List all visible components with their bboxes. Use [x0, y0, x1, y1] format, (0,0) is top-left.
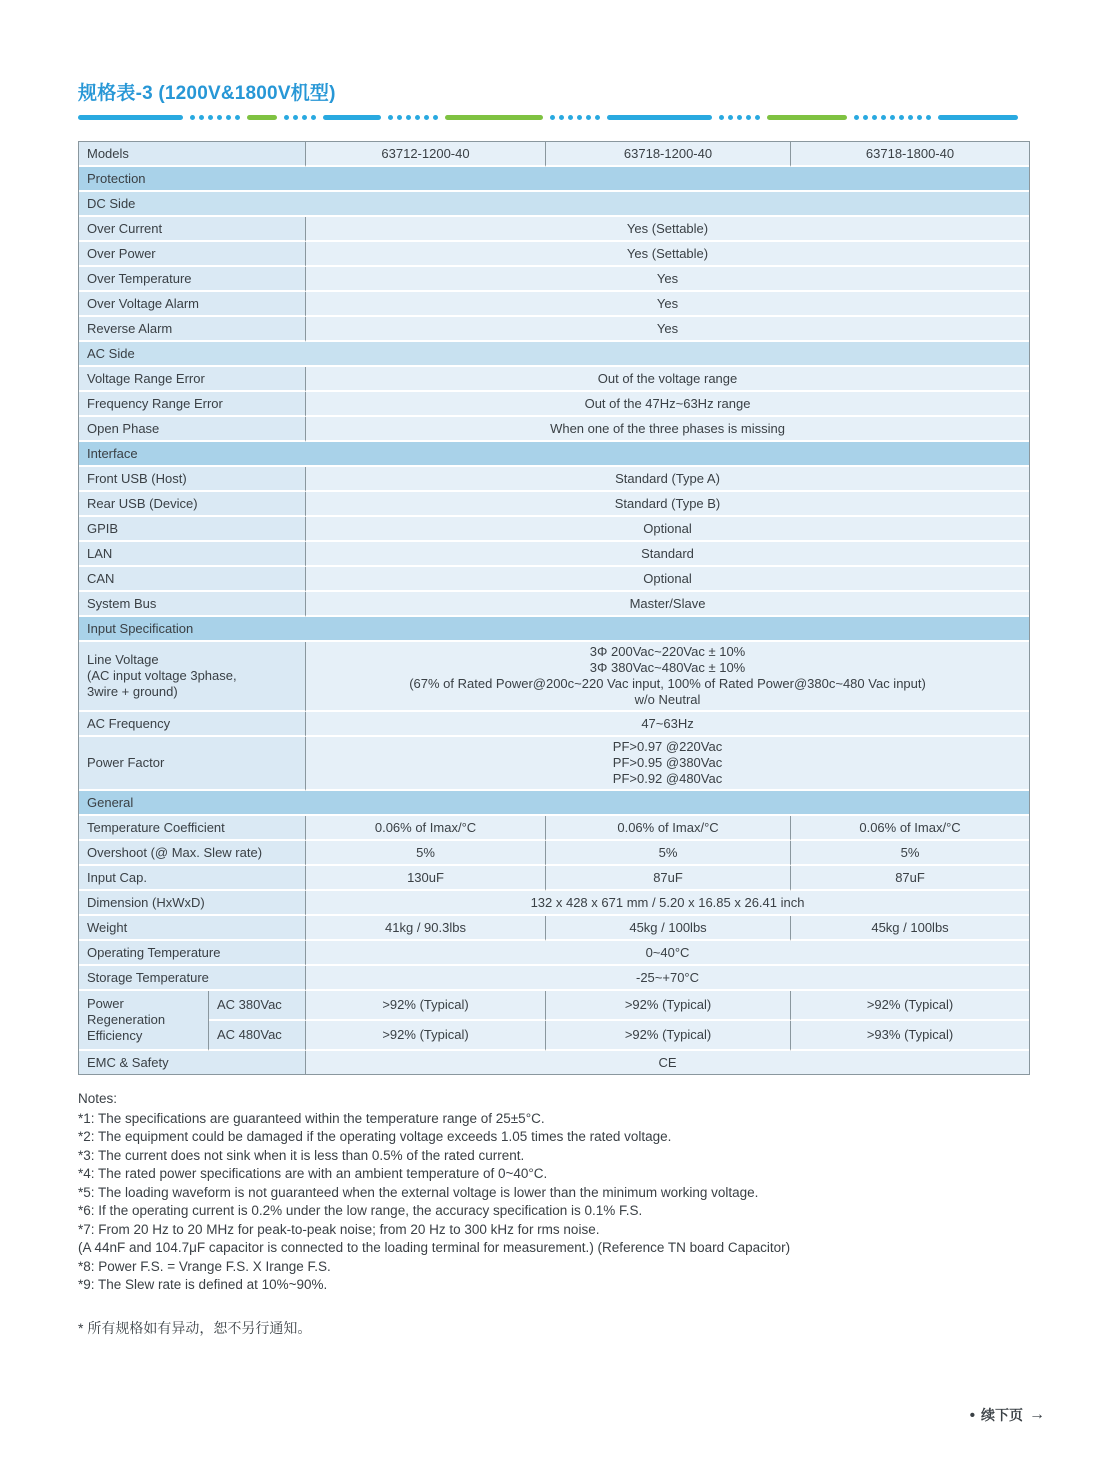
- spec-value-cell: >92% (Typical): [306, 991, 546, 1021]
- table-row: [79, 791, 1029, 816]
- note-line: *6: If the operating current is 0.2% under the low range, the accuracy specification is 0.1% F.S.: [78, 1203, 643, 1218]
- spec-value-cell: 45kg / 100lbs: [791, 916, 1029, 941]
- table-row: [79, 841, 1029, 866]
- spec-value-cell: 130uF: [306, 866, 546, 891]
- page-title: 规格表-3 (1200V&1800V机型): [78, 83, 336, 104]
- table-row: [79, 292, 1029, 317]
- note-line: *2: The equipment could be damaged if the operating voltage exceeds 1.05 times the rated voltage.: [78, 1129, 672, 1144]
- separator-dot: [388, 115, 393, 120]
- spec-label-cell: CAN: [79, 567, 306, 592]
- spec-value-cell: Yes: [306, 267, 1029, 292]
- separator-dash: [323, 115, 381, 120]
- separator-dot: [293, 115, 298, 120]
- separator-dots: [190, 115, 240, 120]
- model-name-cell: 63718-1800-40: [791, 142, 1029, 167]
- spec-value-cell: 87uF: [546, 866, 791, 891]
- spec-label-cell: GPIB: [79, 517, 306, 542]
- arrow-right-icon: →: [1029, 1406, 1045, 1423]
- separator-dot: [926, 115, 931, 120]
- separator-dot: [302, 115, 307, 120]
- spec-label-cell: Rear USB (Device): [79, 492, 306, 517]
- separator-dot: [559, 115, 564, 120]
- spec-value-cell: 87uF: [791, 866, 1029, 891]
- separator-dot: [235, 115, 240, 120]
- section-header-cell: Input Specification: [79, 617, 1029, 642]
- spec-label-cell: Open Phase: [79, 417, 306, 442]
- spec-label-cell: Dimension (HxWxD): [79, 891, 306, 916]
- table-row: [79, 467, 1029, 492]
- table-row: [79, 941, 1029, 966]
- spec-value-cell: Optional: [306, 567, 1029, 592]
- spec-label-cell: Temperature Coefficient: [79, 816, 306, 841]
- spec-value-cell: Standard (Type B): [306, 492, 1029, 517]
- spec-value-cell: -25~+70°C: [306, 966, 1029, 991]
- separator-dot: [406, 115, 411, 120]
- separator-dot: [917, 115, 922, 120]
- spec-value-cell: Yes: [306, 317, 1029, 342]
- separator-dot: [755, 115, 760, 120]
- table-row: [79, 966, 1029, 991]
- spec-value-cell: PF>0.97 @220Vac PF>0.95 @380Vac PF>0.92 @480Vac: [306, 737, 1029, 791]
- spec-value-cell: >92% (Typical): [791, 991, 1029, 1021]
- table-row: [79, 567, 1029, 592]
- separator-dash: [938, 115, 1018, 120]
- table-row: [79, 517, 1029, 542]
- separator-dot: [568, 115, 573, 120]
- spec-value-cell: CE: [306, 1051, 1029, 1074]
- separator-dot: [217, 115, 222, 120]
- note-line: *4: The rated power specifications are with an ambient temperature of 0~40°C.: [78, 1166, 548, 1181]
- notes-lines: [78, 1110, 1028, 1295]
- separator-dot: [881, 115, 886, 120]
- separator-dash: [767, 115, 847, 120]
- note-line: *1: The specifications are guaranteed within the temperature range of 25±5°C.: [78, 1110, 545, 1126]
- spec-value-cell: Standard (Type A): [306, 467, 1029, 492]
- spec-label-cell: Front USB (Host): [79, 467, 306, 492]
- table-row: [79, 217, 1029, 242]
- spec-sublabel-cell: AC 380Vac: [209, 991, 306, 1021]
- table-row: [79, 142, 1029, 167]
- spec-label-cell: Input Cap.: [79, 866, 306, 891]
- spec-label-cell: Over Power: [79, 242, 306, 267]
- separator-dot: [728, 115, 733, 120]
- spec-label-cell: Power Factor: [79, 737, 306, 791]
- table-row: [79, 737, 1029, 791]
- spec-value-cell: Yes (Settable): [306, 217, 1029, 242]
- table-row: [79, 866, 1029, 891]
- separator-dash: [78, 115, 183, 120]
- model-name-cell: 63712-1200-40: [306, 142, 546, 167]
- table-row: [79, 542, 1029, 567]
- separator-dot: [746, 115, 751, 120]
- models-label-cell: Models: [79, 142, 306, 167]
- separator-dot: [863, 115, 868, 120]
- spec-value-cell: 0.06% of Imax/°C: [791, 816, 1029, 841]
- separator-dash: [445, 115, 543, 120]
- table-row: [79, 642, 1029, 712]
- spec-value-cell: >92% (Typical): [306, 1021, 546, 1051]
- spec-value-cell: 45kg / 100lbs: [546, 916, 791, 941]
- subsection-header-cell: DC Side: [79, 192, 1029, 217]
- spec-value-cell: Yes: [306, 292, 1029, 317]
- spec-label-cell: Frequency Range Error: [79, 392, 306, 417]
- table-row: [79, 712, 1029, 737]
- separator-dot: [854, 115, 859, 120]
- spec-value-cell: 0.06% of Imax/°C: [306, 816, 546, 841]
- separator-dot: [899, 115, 904, 120]
- spec-value-cell: 0~40°C: [306, 941, 1029, 966]
- spec-value-cell: >92% (Typical): [546, 991, 791, 1021]
- spec-label-cell: Overshoot (@ Max. Slew rate): [79, 841, 306, 866]
- bullet-icon: •: [969, 1406, 975, 1424]
- table-row: [79, 192, 1029, 217]
- separator-dots: [854, 115, 931, 120]
- spec-label-cell: Weight: [79, 916, 306, 941]
- note-line: *8: Power F.S. = Vrange F.S. X Irange F.S.: [78, 1258, 331, 1274]
- spec-value-cell: Master/Slave: [306, 592, 1029, 617]
- separator-dot: [595, 115, 600, 120]
- spec-value-cell: 5%: [791, 841, 1029, 866]
- spec-table: [78, 141, 1030, 1075]
- table-row: [79, 816, 1029, 841]
- separator-dots: [719, 115, 760, 120]
- spec-value-cell: 5%: [546, 841, 791, 866]
- separator-dot: [311, 115, 316, 120]
- table-row: [79, 492, 1029, 517]
- page-content: [78, 0, 1028, 1338]
- separator-dots: [550, 115, 600, 120]
- section-header-cell: General: [79, 791, 1029, 816]
- spec-value-cell: >93% (Typical): [791, 1021, 1029, 1051]
- spec-value-cell: 5%: [306, 841, 546, 866]
- spec-label-cell: Reverse Alarm: [79, 317, 306, 342]
- spec-label-cell: AC Frequency: [79, 712, 306, 737]
- spec-label-cell: Voltage Range Error: [79, 367, 306, 392]
- spec-label-cell: Over Temperature: [79, 267, 306, 292]
- table-row: [79, 392, 1029, 417]
- separator-dots: [388, 115, 438, 120]
- spec-label-cell: EMC & Safety: [79, 1051, 306, 1074]
- table-row: [79, 617, 1029, 642]
- section-header-cell: Protection: [79, 167, 1029, 192]
- note-line: *9: The Slew rate is defined at 10%~90%.: [78, 1277, 328, 1292]
- spec-value-cell: 3Φ 200Vac~220Vac ± 10% 3Φ 380Vac~480Vac ± 10% (67% of Rated Power@200c~220 Vac input, 100% of Rated Power@380c~480 Vac input) w/o Neutral: [306, 642, 1029, 712]
- table-row: [79, 267, 1029, 292]
- table-row: [79, 167, 1029, 192]
- table-row: [79, 242, 1029, 267]
- section-header-cell: Interface: [79, 442, 1029, 467]
- table-row: [79, 417, 1029, 442]
- spec-value-cell: Yes (Settable): [306, 242, 1029, 267]
- separator-dot: [199, 115, 204, 120]
- spec-label-cell: Operating Temperature: [79, 941, 306, 966]
- notes-heading: Notes:: [78, 1091, 118, 1106]
- table-row: [79, 442, 1029, 467]
- separator-dot: [890, 115, 895, 120]
- separator-dot: [190, 115, 195, 120]
- table-row: [79, 317, 1029, 342]
- separator-dot: [284, 115, 289, 120]
- separator-dot: [908, 115, 913, 120]
- spec-label-cell: Over Current: [79, 217, 306, 242]
- spec-value-cell: Optional: [306, 517, 1029, 542]
- spec-value-cell: >92% (Typical): [546, 1021, 791, 1051]
- spec-label-cell: Over Voltage Alarm: [79, 292, 306, 317]
- separator-dots: [284, 115, 316, 120]
- table-row: [79, 1021, 1029, 1051]
- separator-dot: [226, 115, 231, 120]
- separator-dot: [550, 115, 555, 120]
- spec-label-cell: LAN: [79, 542, 306, 567]
- footer-text: 续下页: [981, 1407, 1023, 1423]
- note-line: (A 44nF and 104.7μF capacitor is connected to the loading terminal for measurement.) (Reference TN board Capacitor): [78, 1240, 791, 1255]
- spec-value-cell: Out of the voltage range: [306, 367, 1029, 392]
- note-line: *5: The loading waveform is not guaranteed when the external voltage is lower than the minimum working voltage.: [78, 1184, 759, 1200]
- spec-label-cell: Storage Temperature: [79, 966, 306, 991]
- disclaimer-text: * 所有规格如有异动，恕不另行通知。: [78, 1319, 312, 1336]
- spec-value-cell: 132 x 428 x 671 mm / 5.20 x 16.85 x 26.41 inch: [306, 891, 1029, 916]
- table-row: [79, 342, 1029, 367]
- spec-value-cell: 0.06% of Imax/°C: [546, 816, 791, 841]
- separator-dash: [247, 115, 277, 120]
- separator-dot: [719, 115, 724, 120]
- spec-label-cell: Line Voltage (AC input voltage 3phase, 3wire + ground): [79, 642, 306, 712]
- separator-dot: [872, 115, 877, 120]
- separator-dot: [424, 115, 429, 120]
- separator-dash: [607, 115, 712, 120]
- table-row: [79, 891, 1029, 916]
- separator-dot: [415, 115, 420, 120]
- spec-value-cell: When one of the three phases is missing: [306, 417, 1029, 442]
- separator-dot: [586, 115, 591, 120]
- spec-value-cell: Out of the 47Hz~63Hz range: [306, 392, 1029, 417]
- spec-sublabel-cell: AC 480Vac: [209, 1021, 306, 1051]
- separator-dot: [433, 115, 438, 120]
- separator-dot: [737, 115, 742, 120]
- table-row: [79, 1051, 1029, 1074]
- table-row: [79, 592, 1029, 617]
- spec-value-cell: 47~63Hz: [306, 712, 1029, 737]
- spec-label-cell: Power Regeneration Efficiency: [79, 991, 209, 1051]
- separator-dot: [397, 115, 402, 120]
- note-line: *7: From 20 Hz to 20 MHz for peak-to-peak noise; from 20 Hz to 300 kHz for rms noise.: [78, 1221, 600, 1237]
- spec-value-cell: Standard: [306, 542, 1029, 567]
- separator-dot: [208, 115, 213, 120]
- page-footer: [970, 1405, 1045, 1425]
- spec-value-cell: 41kg / 90.3lbs: [306, 916, 546, 941]
- table-row: [79, 367, 1029, 392]
- subsection-header-cell: AC Side: [79, 342, 1029, 367]
- model-name-cell: 63718-1200-40: [546, 142, 791, 167]
- spec-label-cell: System Bus: [79, 592, 306, 617]
- table-row: [79, 991, 1029, 1021]
- decorative-separator: [78, 114, 1028, 120]
- table-row: [79, 916, 1029, 941]
- separator-dot: [577, 115, 582, 120]
- note-line: *3: The current does not sink when it is less than 0.5% of the rated current.: [78, 1147, 525, 1163]
- notes-section: [78, 1090, 1028, 1295]
